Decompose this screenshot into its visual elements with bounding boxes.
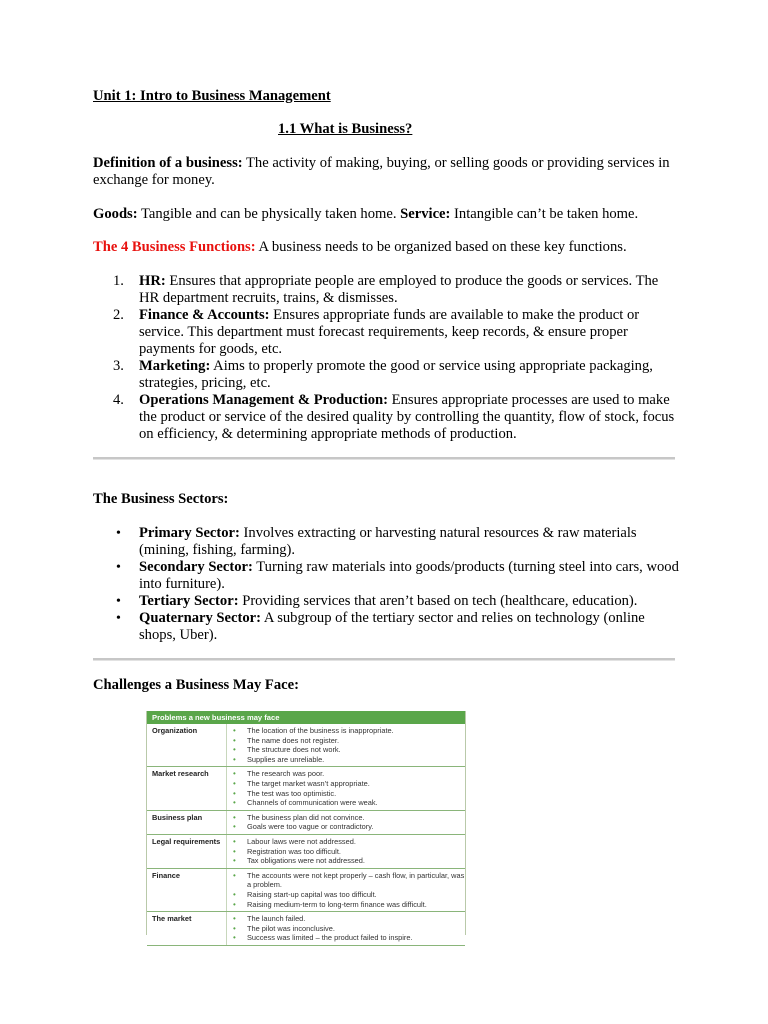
functions-list	[93, 273, 679, 443]
sector-item	[93, 559, 683, 593]
function-label: Finance & Accounts:	[139, 307, 270, 323]
problem-item: • Tax obligations were not addressed.	[231, 856, 465, 866]
problems-table-row	[147, 912, 465, 946]
definition-paragraph	[93, 155, 683, 189]
functions-text: A business needs to be organized based on these key functions.	[255, 239, 627, 255]
problem-category: Legal requirements	[152, 836, 221, 846]
service-label: Service:	[400, 206, 451, 222]
definition-text: The activity of making, buying, or selling goods or providing services in exchange for money.	[93, 155, 670, 188]
problem-item: • Goals were too vague or contradictory.	[231, 822, 465, 832]
service-text: Intangible can’t be taken home.	[450, 206, 639, 222]
problem-category: Market research	[152, 769, 209, 779]
goods-service-paragraph	[93, 206, 683, 223]
problem-item: • The location of the business is inappropriate.	[231, 726, 465, 736]
sector-text: Involves extracting or harvesting natural resources & raw materials (mining, fishing, farming).	[139, 525, 637, 558]
function-number: 3.	[113, 358, 124, 374]
sector-label: Tertiary Sector:	[139, 593, 239, 609]
problem-item: • Channels of communication were weak.	[231, 798, 465, 808]
column-divider	[226, 912, 227, 945]
column-divider	[226, 869, 227, 911]
sectors-list	[93, 525, 683, 644]
horizontal-divider	[93, 658, 675, 661]
function-item	[93, 307, 679, 358]
sector-label: Quaternary Sector:	[139, 610, 261, 626]
problem-item: • The pilot was inconclusive.	[231, 924, 465, 934]
problem-item: • The business plan did not convince.	[231, 813, 465, 823]
functions-label: The 4 Business Functions:	[93, 239, 256, 255]
problem-item: • Raising medium-term to long-term finance was difficult.	[231, 900, 465, 910]
sector-label: Primary Sector:	[139, 525, 240, 541]
sector-item	[93, 593, 683, 610]
function-number: 1.	[113, 273, 124, 289]
horizontal-divider	[93, 457, 675, 460]
problems-table-image	[146, 711, 466, 943]
problems-table-title: Problems a new business may face	[147, 711, 465, 724]
problem-item: • The research was poor.	[231, 769, 465, 779]
sector-item	[93, 525, 683, 559]
problem-item: • The test was too optimistic.	[231, 789, 465, 799]
problem-item: • The name does not register.	[231, 736, 465, 746]
sector-text: Turning raw materials into goods/products (turning steel into cars, wood into furniture).	[139, 559, 679, 592]
function-text: Aims to properly promote the good or service using appropriate packaging, strategies, pricing, etc.	[139, 358, 653, 391]
functions-paragraph	[93, 239, 683, 256]
problem-item: • Success was limited – the product failed to inspire.	[231, 933, 465, 943]
goods-label: Goods:	[93, 206, 138, 222]
problem-category: The market	[152, 914, 192, 924]
problem-item: • Supplies are unreliable.	[231, 755, 465, 765]
function-text: Ensures appropriate funds are available to make the product or service. This department must forecast requirements, keep records, & ensure proper payments for goods, etc.	[139, 307, 640, 357]
function-item	[93, 358, 679, 392]
problems-table-row	[147, 869, 465, 912]
function-item	[93, 392, 679, 443]
function-number: 2.	[113, 307, 124, 323]
problem-item: • Labour laws were not addressed.	[231, 837, 465, 847]
problem-item: • The target market wasn’t appropriate.	[231, 779, 465, 789]
definition-label: Definition of a business:	[93, 155, 243, 171]
section-title: 1.1 What is Business?	[278, 121, 413, 137]
function-label: HR:	[139, 273, 166, 289]
sectors-heading: The Business Sectors:	[93, 491, 229, 507]
function-label: Marketing:	[139, 358, 211, 374]
sector-item	[93, 610, 683, 644]
bullet-icon: •	[116, 594, 121, 609]
function-text: Ensures appropriate processes are used to make the product or service of the desired quality by controlling the quantity, flow of stock, focus on efficiency, & determining appropriate methods of production.	[139, 392, 675, 442]
problems-table-row	[147, 767, 465, 810]
problems-table-row	[147, 724, 465, 767]
function-text: Ensures that appropriate people are employed to produce the goods or services. The HR department recruits, trains, & dismisses.	[139, 273, 659, 306]
problem-item: • Raising start-up capital was too difficult.	[231, 890, 465, 900]
bullet-icon: •	[116, 560, 121, 575]
column-divider	[226, 724, 227, 766]
challenges-heading: Challenges a Business May Face:	[93, 677, 299, 693]
problem-item: • The structure does not work.	[231, 745, 465, 755]
bullet-icon: •	[116, 611, 121, 626]
function-item	[93, 273, 679, 307]
problems-table-row	[147, 811, 465, 835]
sector-label: Secondary Sector:	[139, 559, 253, 575]
function-number: 4.	[113, 392, 124, 408]
problem-item: • Registration was too difficult.	[231, 847, 465, 857]
goods-text: Tangible and can be physically taken home.	[137, 206, 401, 222]
problems-table-row	[147, 835, 465, 869]
column-divider	[226, 767, 227, 809]
unit-title: Unit 1: Intro to Business Management	[93, 88, 331, 104]
problem-category: Business plan	[152, 812, 203, 822]
column-divider	[226, 811, 227, 834]
problem-category: Finance	[152, 870, 180, 880]
bullet-icon: •	[116, 526, 121, 541]
sector-text: A subgroup of the tertiary sector and relies on technology (online shops, Uber).	[139, 610, 645, 643]
problem-category: Organization	[152, 726, 198, 735]
problems-table-body	[147, 724, 465, 946]
sector-text: Providing services that aren’t based on tech (healthcare, education).	[238, 593, 638, 609]
problem-item: • The launch failed.	[231, 914, 465, 924]
function-label: Operations Management & Production:	[139, 392, 389, 408]
problem-item: • The accounts were not kept properly – cash flow, in particular, was a problem.	[231, 871, 465, 890]
column-divider	[226, 835, 227, 868]
